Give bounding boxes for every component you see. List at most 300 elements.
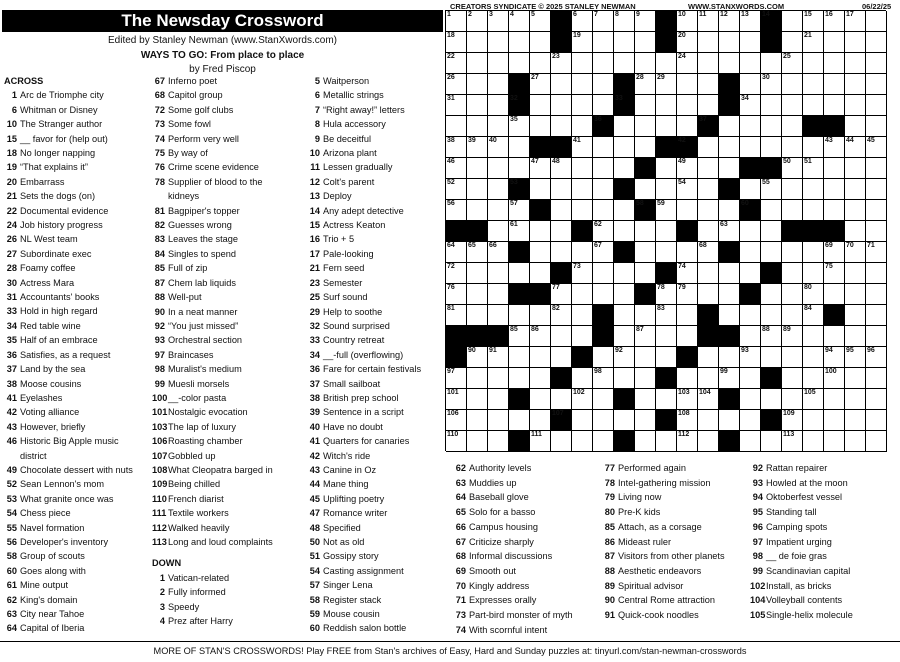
grid-cell[interactable]	[803, 263, 824, 284]
grid-cell[interactable]	[593, 158, 614, 179]
grid-cell[interactable]	[824, 368, 845, 389]
grid-cell[interactable]	[866, 410, 887, 431]
grid-cell[interactable]	[845, 368, 866, 389]
grid-cell[interactable]	[572, 305, 593, 326]
grid-cell[interactable]	[446, 263, 467, 284]
grid-cell[interactable]	[593, 284, 614, 305]
grid-cell[interactable]	[614, 53, 635, 74]
grid-cell[interactable]	[509, 368, 530, 389]
grid-cell[interactable]	[866, 389, 887, 410]
grid-cell[interactable]	[572, 242, 593, 263]
grid-cell[interactable]	[824, 284, 845, 305]
grid-cell[interactable]	[446, 242, 467, 263]
grid-cell[interactable]	[824, 158, 845, 179]
grid-cell[interactable]	[803, 242, 824, 263]
grid-cell[interactable]	[719, 137, 740, 158]
grid-cell[interactable]	[782, 368, 803, 389]
grid-cell[interactable]	[782, 431, 803, 452]
grid-cell[interactable]	[614, 158, 635, 179]
grid-cell[interactable]	[635, 326, 656, 347]
grid-cell[interactable]	[530, 305, 551, 326]
grid-cell[interactable]	[593, 53, 614, 74]
grid-cell[interactable]	[488, 11, 509, 32]
grid-cell[interactable]	[551, 200, 572, 221]
grid-cell[interactable]	[866, 347, 887, 368]
grid-cell[interactable]	[845, 284, 866, 305]
grid-cell[interactable]	[698, 137, 719, 158]
grid-cell[interactable]	[719, 347, 740, 368]
grid-cell[interactable]	[530, 116, 551, 137]
grid-cell[interactable]	[782, 32, 803, 53]
grid-cell[interactable]	[551, 53, 572, 74]
grid-cell[interactable]	[572, 11, 593, 32]
grid-cell[interactable]	[572, 95, 593, 116]
grid-cell[interactable]	[446, 431, 467, 452]
grid-cell[interactable]	[635, 179, 656, 200]
grid-cell[interactable]	[572, 431, 593, 452]
grid-cell[interactable]	[656, 242, 677, 263]
grid-cell[interactable]	[845, 200, 866, 221]
grid-cell[interactable]	[446, 179, 467, 200]
grid-cell[interactable]	[509, 221, 530, 242]
grid-cell[interactable]	[761, 137, 782, 158]
grid-cell[interactable]	[614, 368, 635, 389]
grid-cell[interactable]	[614, 137, 635, 158]
grid-cell[interactable]	[467, 11, 488, 32]
grid-cell[interactable]	[551, 431, 572, 452]
grid-cell[interactable]	[719, 200, 740, 221]
grid-cell[interactable]	[845, 11, 866, 32]
grid-cell[interactable]	[635, 74, 656, 95]
grid-cell[interactable]	[698, 179, 719, 200]
grid-cell[interactable]	[782, 116, 803, 137]
grid-cell[interactable]	[677, 410, 698, 431]
grid-cell[interactable]	[719, 32, 740, 53]
grid-cell[interactable]	[740, 116, 761, 137]
grid-cell[interactable]	[677, 74, 698, 95]
grid-cell[interactable]	[593, 200, 614, 221]
grid-cell[interactable]	[803, 200, 824, 221]
grid-cell[interactable]	[845, 263, 866, 284]
grid-cell[interactable]	[719, 116, 740, 137]
grid-cell[interactable]	[656, 326, 677, 347]
grid-cell[interactable]	[782, 158, 803, 179]
grid-cell[interactable]	[656, 95, 677, 116]
grid-cell[interactable]	[656, 53, 677, 74]
grid-cell[interactable]	[803, 389, 824, 410]
grid-cell[interactable]	[656, 179, 677, 200]
grid-cell[interactable]	[845, 431, 866, 452]
grid-cell[interactable]	[467, 347, 488, 368]
grid-cell[interactable]	[467, 410, 488, 431]
grid-cell[interactable]	[866, 305, 887, 326]
grid-cell[interactable]	[467, 284, 488, 305]
grid-cell[interactable]	[845, 179, 866, 200]
grid-cell[interactable]	[488, 200, 509, 221]
grid-cell[interactable]	[530, 95, 551, 116]
grid-cell[interactable]	[635, 32, 656, 53]
grid-cell[interactable]	[446, 200, 467, 221]
grid-cell[interactable]	[551, 326, 572, 347]
grid-cell[interactable]	[719, 158, 740, 179]
grid-cell[interactable]	[866, 368, 887, 389]
grid-cell[interactable]	[488, 347, 509, 368]
grid-cell[interactable]	[656, 284, 677, 305]
grid-cell[interactable]	[824, 95, 845, 116]
grid-cell[interactable]	[614, 11, 635, 32]
grid-cell[interactable]	[866, 326, 887, 347]
grid-cell[interactable]	[698, 221, 719, 242]
grid-cell[interactable]	[572, 74, 593, 95]
grid-cell[interactable]	[572, 326, 593, 347]
grid-cell[interactable]	[593, 137, 614, 158]
grid-cell[interactable]	[467, 95, 488, 116]
grid-cell[interactable]	[866, 431, 887, 452]
grid-cell[interactable]	[530, 347, 551, 368]
grid-cell[interactable]	[572, 137, 593, 158]
grid-cell[interactable]	[845, 137, 866, 158]
grid-cell[interactable]	[803, 158, 824, 179]
grid-cell[interactable]	[446, 53, 467, 74]
grid-cell[interactable]	[719, 11, 740, 32]
grid-cell[interactable]	[530, 326, 551, 347]
grid-cell[interactable]	[446, 410, 467, 431]
grid-cell[interactable]	[446, 116, 467, 137]
grid-cell[interactable]	[572, 158, 593, 179]
grid-cell[interactable]	[761, 221, 782, 242]
grid-cell[interactable]	[593, 11, 614, 32]
grid-cell[interactable]	[635, 137, 656, 158]
grid-cell[interactable]	[467, 389, 488, 410]
grid-cell[interactable]	[446, 389, 467, 410]
grid-cell[interactable]	[803, 11, 824, 32]
grid-cell[interactable]	[845, 326, 866, 347]
grid-cell[interactable]	[572, 368, 593, 389]
grid-cell[interactable]	[509, 11, 530, 32]
grid-cell[interactable]	[551, 284, 572, 305]
grid-cell[interactable]	[740, 32, 761, 53]
grid-cell[interactable]	[719, 410, 740, 431]
grid-cell[interactable]	[698, 284, 719, 305]
grid-cell[interactable]	[698, 53, 719, 74]
grid-cell[interactable]	[593, 74, 614, 95]
grid-cell[interactable]	[530, 389, 551, 410]
grid-cell[interactable]	[845, 221, 866, 242]
grid-cell[interactable]	[488, 431, 509, 452]
grid-cell[interactable]	[488, 179, 509, 200]
grid-cell[interactable]	[698, 11, 719, 32]
grid-cell[interactable]	[488, 410, 509, 431]
grid-cell[interactable]	[530, 368, 551, 389]
grid-cell[interactable]	[845, 74, 866, 95]
grid-cell[interactable]	[467, 305, 488, 326]
grid-cell[interactable]	[572, 116, 593, 137]
grid-cell[interactable]	[467, 158, 488, 179]
grid-cell[interactable]	[761, 179, 782, 200]
grid-cell[interactable]	[803, 179, 824, 200]
grid-cell[interactable]	[761, 53, 782, 74]
grid-cell[interactable]	[572, 410, 593, 431]
grid-cell[interactable]	[740, 347, 761, 368]
grid-cell[interactable]	[677, 263, 698, 284]
grid-cell[interactable]	[509, 347, 530, 368]
grid-cell[interactable]	[803, 53, 824, 74]
grid-cell[interactable]	[635, 95, 656, 116]
grid-cell[interactable]	[446, 74, 467, 95]
grid-cell[interactable]	[761, 431, 782, 452]
grid-cell[interactable]	[530, 179, 551, 200]
grid-cell[interactable]	[803, 368, 824, 389]
grid-cell[interactable]	[509, 326, 530, 347]
grid-cell[interactable]	[677, 53, 698, 74]
grid-cell[interactable]	[572, 389, 593, 410]
grid-cell[interactable]	[782, 11, 803, 32]
grid-cell[interactable]	[698, 431, 719, 452]
grid-cell[interactable]	[488, 263, 509, 284]
grid-cell[interactable]	[467, 242, 488, 263]
grid-cell[interactable]	[698, 389, 719, 410]
grid-cell[interactable]	[719, 53, 740, 74]
grid-cell[interactable]	[761, 326, 782, 347]
grid-cell[interactable]	[740, 431, 761, 452]
grid-cell[interactable]	[824, 347, 845, 368]
grid-cell[interactable]	[845, 53, 866, 74]
grid-cell[interactable]	[698, 347, 719, 368]
grid-cell[interactable]	[761, 242, 782, 263]
grid-cell[interactable]	[782, 179, 803, 200]
grid-cell[interactable]	[614, 116, 635, 137]
grid-cell[interactable]	[677, 179, 698, 200]
grid-cell[interactable]	[866, 137, 887, 158]
grid-cell[interactable]	[824, 137, 845, 158]
grid-cell[interactable]	[740, 95, 761, 116]
grid-cell[interactable]	[551, 347, 572, 368]
grid-cell[interactable]	[824, 326, 845, 347]
grid-cell[interactable]	[614, 284, 635, 305]
grid-cell[interactable]	[803, 74, 824, 95]
grid-cell[interactable]	[803, 431, 824, 452]
grid-cell[interactable]	[761, 305, 782, 326]
grid-cell[interactable]	[572, 284, 593, 305]
grid-cell[interactable]	[740, 305, 761, 326]
grid-cell[interactable]	[656, 347, 677, 368]
grid-cell[interactable]	[530, 158, 551, 179]
grid-cell[interactable]	[509, 32, 530, 53]
grid-cell[interactable]	[446, 305, 467, 326]
grid-cell[interactable]	[719, 263, 740, 284]
grid-cell[interactable]	[782, 347, 803, 368]
grid-cell[interactable]	[677, 95, 698, 116]
grid-cell[interactable]	[530, 263, 551, 284]
grid-cell[interactable]	[509, 263, 530, 284]
grid-cell[interactable]	[614, 32, 635, 53]
grid-cell[interactable]	[803, 284, 824, 305]
grid-cell[interactable]	[845, 347, 866, 368]
grid-cell[interactable]	[488, 389, 509, 410]
grid-cell[interactable]	[677, 200, 698, 221]
grid-cell[interactable]	[551, 179, 572, 200]
grid-cell[interactable]	[551, 74, 572, 95]
grid-cell[interactable]	[824, 179, 845, 200]
grid-cell[interactable]	[446, 32, 467, 53]
grid-cell[interactable]	[740, 11, 761, 32]
grid-cell[interactable]	[698, 242, 719, 263]
grid-cell[interactable]	[803, 347, 824, 368]
grid-cell[interactable]	[824, 389, 845, 410]
grid-cell[interactable]	[866, 116, 887, 137]
grid-cell[interactable]	[446, 137, 467, 158]
grid-cell[interactable]	[866, 263, 887, 284]
grid-cell[interactable]	[530, 431, 551, 452]
grid-cell[interactable]	[635, 221, 656, 242]
grid-cell[interactable]	[782, 263, 803, 284]
grid-cell[interactable]	[656, 221, 677, 242]
grid-cell[interactable]	[593, 410, 614, 431]
grid-cell[interactable]	[488, 242, 509, 263]
grid-cell[interactable]	[740, 53, 761, 74]
grid-cell[interactable]	[530, 11, 551, 32]
grid-cell[interactable]	[866, 179, 887, 200]
grid-cell[interactable]	[740, 74, 761, 95]
grid-cell[interactable]	[635, 431, 656, 452]
grid-cell[interactable]	[677, 305, 698, 326]
grid-cell[interactable]	[614, 221, 635, 242]
grid-cell[interactable]	[782, 410, 803, 431]
grid-cell[interactable]	[803, 305, 824, 326]
grid-cell[interactable]	[824, 431, 845, 452]
grid-cell[interactable]	[467, 53, 488, 74]
grid-cell[interactable]	[782, 137, 803, 158]
grid-cell[interactable]	[551, 95, 572, 116]
grid-cell[interactable]	[467, 431, 488, 452]
grid-cell[interactable]	[719, 305, 740, 326]
grid-cell[interactable]	[551, 221, 572, 242]
grid-cell[interactable]	[761, 116, 782, 137]
grid-cell[interactable]	[740, 242, 761, 263]
grid-cell[interactable]	[677, 11, 698, 32]
grid-cell[interactable]	[467, 137, 488, 158]
grid-cell[interactable]	[677, 389, 698, 410]
grid-cell[interactable]	[719, 368, 740, 389]
grid-cell[interactable]	[824, 32, 845, 53]
grid-cell[interactable]	[614, 326, 635, 347]
grid-cell[interactable]	[740, 389, 761, 410]
grid-cell[interactable]	[803, 32, 824, 53]
grid-cell[interactable]	[740, 410, 761, 431]
grid-cell[interactable]	[824, 53, 845, 74]
grid-cell[interactable]	[488, 53, 509, 74]
grid-cell[interactable]	[530, 242, 551, 263]
grid-cell[interactable]	[446, 95, 467, 116]
grid-cell[interactable]	[509, 200, 530, 221]
grid-cell[interactable]	[740, 179, 761, 200]
grid-cell[interactable]	[677, 242, 698, 263]
grid-cell[interactable]	[866, 158, 887, 179]
grid-cell[interactable]	[551, 305, 572, 326]
grid-cell[interactable]	[761, 95, 782, 116]
grid-cell[interactable]	[845, 242, 866, 263]
grid-cell[interactable]	[530, 74, 551, 95]
grid-cell[interactable]	[593, 95, 614, 116]
grid-cell[interactable]	[614, 200, 635, 221]
grid-cell[interactable]	[866, 32, 887, 53]
grid-cell[interactable]	[656, 116, 677, 137]
grid-cell[interactable]	[782, 200, 803, 221]
grid-cell[interactable]	[782, 242, 803, 263]
grid-cell[interactable]	[698, 95, 719, 116]
grid-cell[interactable]	[866, 284, 887, 305]
grid-cell[interactable]	[446, 284, 467, 305]
grid-cell[interactable]	[866, 53, 887, 74]
grid-cell[interactable]	[593, 179, 614, 200]
grid-cell[interactable]	[845, 32, 866, 53]
grid-cell[interactable]	[677, 284, 698, 305]
grid-cell[interactable]	[446, 11, 467, 32]
grid-cell[interactable]	[551, 242, 572, 263]
grid-cell[interactable]	[845, 158, 866, 179]
grid-cell[interactable]	[467, 200, 488, 221]
grid-cell[interactable]	[698, 368, 719, 389]
grid-cell[interactable]	[446, 368, 467, 389]
grid-cell[interactable]	[635, 389, 656, 410]
grid-cell[interactable]	[635, 242, 656, 263]
grid-cell[interactable]	[656, 389, 677, 410]
grid-cell[interactable]	[467, 116, 488, 137]
grid-cell[interactable]	[488, 137, 509, 158]
grid-cell[interactable]	[488, 32, 509, 53]
grid-cell[interactable]	[635, 305, 656, 326]
grid-cell[interactable]	[509, 116, 530, 137]
grid-cell[interactable]	[551, 158, 572, 179]
grid-cell[interactable]	[572, 179, 593, 200]
grid-cell[interactable]	[824, 263, 845, 284]
grid-cell[interactable]	[740, 368, 761, 389]
grid-cell[interactable]	[845, 410, 866, 431]
grid-cell[interactable]	[761, 389, 782, 410]
grid-cell[interactable]	[803, 95, 824, 116]
grid-cell[interactable]	[782, 389, 803, 410]
grid-cell[interactable]	[593, 389, 614, 410]
grid-cell[interactable]	[698, 200, 719, 221]
grid-cell[interactable]	[530, 32, 551, 53]
grid-cell[interactable]	[635, 410, 656, 431]
grid-cell[interactable]	[467, 74, 488, 95]
grid-cell[interactable]	[593, 347, 614, 368]
grid-cell[interactable]	[572, 53, 593, 74]
grid-cell[interactable]	[761, 347, 782, 368]
grid-cell[interactable]	[845, 116, 866, 137]
grid-cell[interactable]	[488, 305, 509, 326]
grid-cell[interactable]	[572, 263, 593, 284]
grid-cell[interactable]	[656, 158, 677, 179]
grid-cell[interactable]	[782, 95, 803, 116]
grid-cell[interactable]	[761, 284, 782, 305]
grid-cell[interactable]	[677, 431, 698, 452]
grid-cell[interactable]	[446, 158, 467, 179]
grid-cell[interactable]	[656, 431, 677, 452]
grid-cell[interactable]	[572, 32, 593, 53]
grid-cell[interactable]	[488, 95, 509, 116]
grid-cell[interactable]	[614, 347, 635, 368]
grid-cell[interactable]	[509, 53, 530, 74]
grid-cell[interactable]	[866, 200, 887, 221]
grid-cell[interactable]	[509, 410, 530, 431]
grid-cell[interactable]	[677, 158, 698, 179]
grid-cell[interactable]	[845, 95, 866, 116]
grid-cell[interactable]	[824, 242, 845, 263]
grid-cell[interactable]	[635, 368, 656, 389]
grid-cell[interactable]	[593, 263, 614, 284]
